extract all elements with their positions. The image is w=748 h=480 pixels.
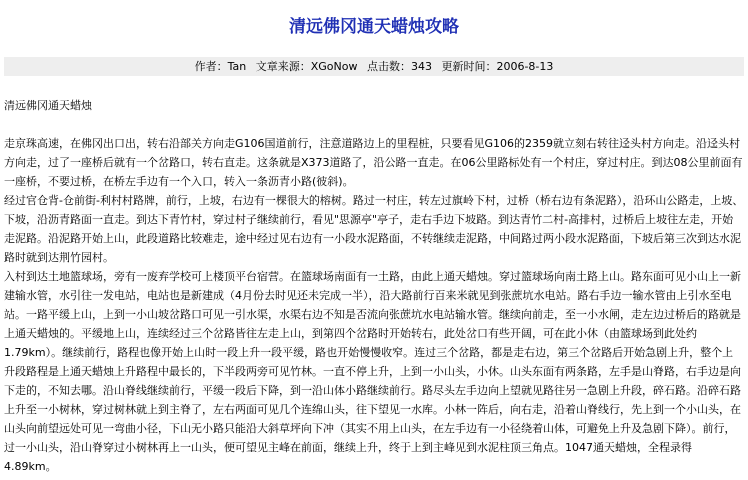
article-paragraph-2: 经过官仓背-仓前街-利村村路牌，前行，上坡，右边有一棵很大的榕树。路过一村庄，转左过旗岭下村，过桥（桥右边有条泥路），沿环山公路走，上坡、下坡，沿沥青路面一直走。到达下青竹村，穿过村子继续前行，看见"思源亭"亭子，走右手边下坡路。到达青竹二村-高排村，过桥后上坡往左走，开始走泥路。沿泥路开始上山，此段道路比较难走，途中经过见右边有一小段水泥路面，不转继续走泥路，中间路过两小段水泥路面，下坡后第三次到达水泥路时就到达荆竹园村。	[4, 194, 744, 264]
article-subtitle: 清远佛冈通天蜡烛	[4, 99, 92, 112]
meta-hits: 点击数：343	[366, 60, 432, 73]
article-title: 清远佛冈通天蜡烛攻略	[289, 17, 459, 37]
meta-author: 作者：Tan	[194, 60, 247, 73]
meta-updated: 更新时间：2006-8-13	[441, 60, 554, 73]
article-paragraph-3: 入村到达土地篮球场，旁有一废弃学校可上楼顶平台宿营。在篮球场南面有一土路，由此上通天蜡烛。穿过篮球场向南土路上山。路东面可见小山上一新建输水管，水引往一发电站，电站也是新建成（4月份去时见还未完成一半），沿大路前行百来米就见到张蔗坑水电站。路右手边一输水管由上引水至电站。一路平缓上山，上到一小山坡岔路口可见一引水渠，水渠右边不知是否流向张蔗坑水电站输水管。继续向前走，至一小水闸，走左边过桥后的路就是上通天蜡烛的。平缓地上山，连续经过三个岔路皆往左走上山，到第四个岔路时开始转右，此处岔口有些开阔，可在此小休（由篮球场到此处约1.79km）。继续前行，路程也像开始上山时一段上升一段平缓，路也开始慢慢收窄。连过三个岔路，都是走右边，第三个岔路后开始急剧上升，整个上升段路程是上通天蜡烛上升路程中最长的，下半段两旁可见竹林。一直不停上升，上到一小山头，小休。山头东面有两条路，左手是山脊路，右手边是向下走的，不知去哪。沿山脊线继续前行，平缓一段后下降，到一沿山体小路继续前行。路尽头左手边向上望就见路往另一急剧上升段，碎石路。沿碎石路上升至一小树林，穿过树林就上到主脊了，左右两面可见几个连绵山头，往下望见一水库。小林一阵后，向右走，沿着山脊线行，先上到一个小山头，在山头向前望远处可见一弯曲小径，下山无小路只能沿大斜草坪向下冲（其实不用上山头，在左手边有一小径绕着山体，可避免上升及急剧下降）。前行，过一小山头，沿山脊穿过小树林再上一山头，便可望见主峰在前面，继续上升，终于上到主峰见到水泥柱顶三角点。1047通天蜡烛，全程录得4.89km。	[4, 270, 741, 473]
article-paragraph-1: 走京珠高速，在佛冈出口出，转右沿部关方向走G106国道前行，注意道路边上的里程桩，只要看见G106的2359就立刻右转往迳头村方向走。沿迳头村方向走，过了一座桥后就有一个岔路口，转右直走。这条就是X373道路了，沿公路一直走。在06公里路标处有一个村庄，穿过村庄。到达08公里前面有一座桥，不要过桥，在桥左手边有一个入口，转入一条沥青小路(彼斜)。	[4, 137, 743, 188]
meta-source: 文章来源：XGoNow	[255, 60, 358, 73]
article-body	[4, 96, 744, 476]
article-meta-bar	[4, 57, 744, 76]
